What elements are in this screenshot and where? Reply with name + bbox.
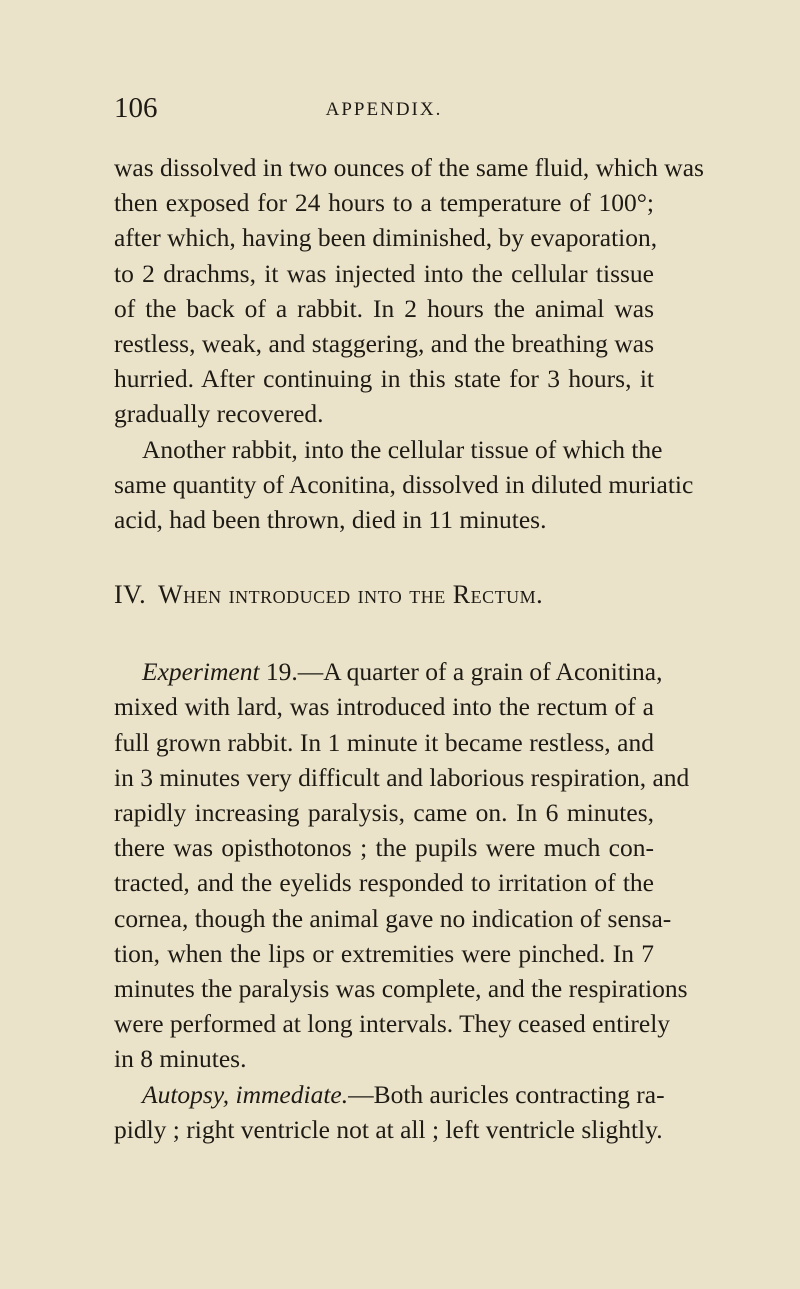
page-header	[114, 88, 654, 128]
text-line: in 8 minutes.	[114, 1044, 247, 1074]
text-line: then exposed for 24 hours to a temperature of 100°;	[114, 188, 654, 218]
text-line: tracted, and the eyelids responded to irritation of the	[114, 868, 654, 898]
text-line: mixed with lard, was introduced into the rectum of a	[114, 692, 654, 722]
text-line: cornea, though the animal gave no indication of sensa-	[114, 903, 672, 933]
section-heading	[114, 577, 654, 612]
autopsy-label: Autopsy, immediate.	[142, 1079, 349, 1109]
text-line: Another rabbit, into the cellular tissue of which the	[142, 434, 663, 464]
text-line: there was opisthotonos ; the pupils were much con-	[114, 833, 654, 863]
text-line: full grown rabbit. In 1 minute it became restless, and	[114, 727, 654, 757]
text-line: hurried. After continuing in this state for 3 hours, it	[114, 364, 654, 394]
text-line: of the back of a rabbit. In 2 hours the animal was	[114, 293, 654, 323]
paragraph-4	[114, 1077, 665, 1147]
text-line	[114, 1077, 665, 1112]
page-number: 106	[114, 92, 158, 124]
text-line: tion, when the lips or extremities were pinched. In 7	[114, 938, 654, 968]
text-line: gradually recovered.	[114, 399, 324, 429]
text-line: restless, weak, and staggering, and the breathing was	[114, 328, 654, 358]
section-number: IV.	[114, 580, 147, 610]
section-title: When introduced into the Rectum.	[158, 580, 544, 610]
paragraph-1	[114, 150, 704, 432]
text-line: minutes the paralysis was complete, and the respirations	[114, 973, 688, 1003]
paragraph-3	[114, 654, 690, 1076]
experiment-label: Experiment	[142, 657, 260, 687]
text-line: rapidly increasing paralysis, came on. In 6 minutes,	[114, 798, 654, 827]
text-line: same quantity of Aconitina, dissolved in diluted muriatic	[114, 469, 694, 499]
text-line: acid, had been thrown, died in 11 minutes.	[114, 504, 547, 534]
text-line	[114, 654, 663, 689]
page-body	[114, 150, 704, 1147]
autopsy-intro: —Both auricles contracting ra-	[348, 1079, 665, 1109]
text-line: was dissolved in two ounces of the same fluid, which was	[114, 153, 704, 182]
text-line: to 2 drachms, it was injected into the cellular tissue	[114, 258, 654, 288]
text-line: pidly ; right ventricle not at all ; left ventricle slightly.	[114, 1114, 663, 1144]
text-line: in 3 minutes very difficult and laborious respiration, and	[114, 762, 690, 792]
paragraph-2	[114, 432, 694, 538]
running-head: APPENDIX.	[325, 99, 443, 120]
experiment-intro: 19.—A quarter of a grain of Aconitina,	[259, 657, 663, 687]
text-line: after which, having been diminished, by evaporation,	[114, 223, 658, 253]
text-line: were performed at long intervals. They ceased entirely	[114, 1009, 671, 1039]
